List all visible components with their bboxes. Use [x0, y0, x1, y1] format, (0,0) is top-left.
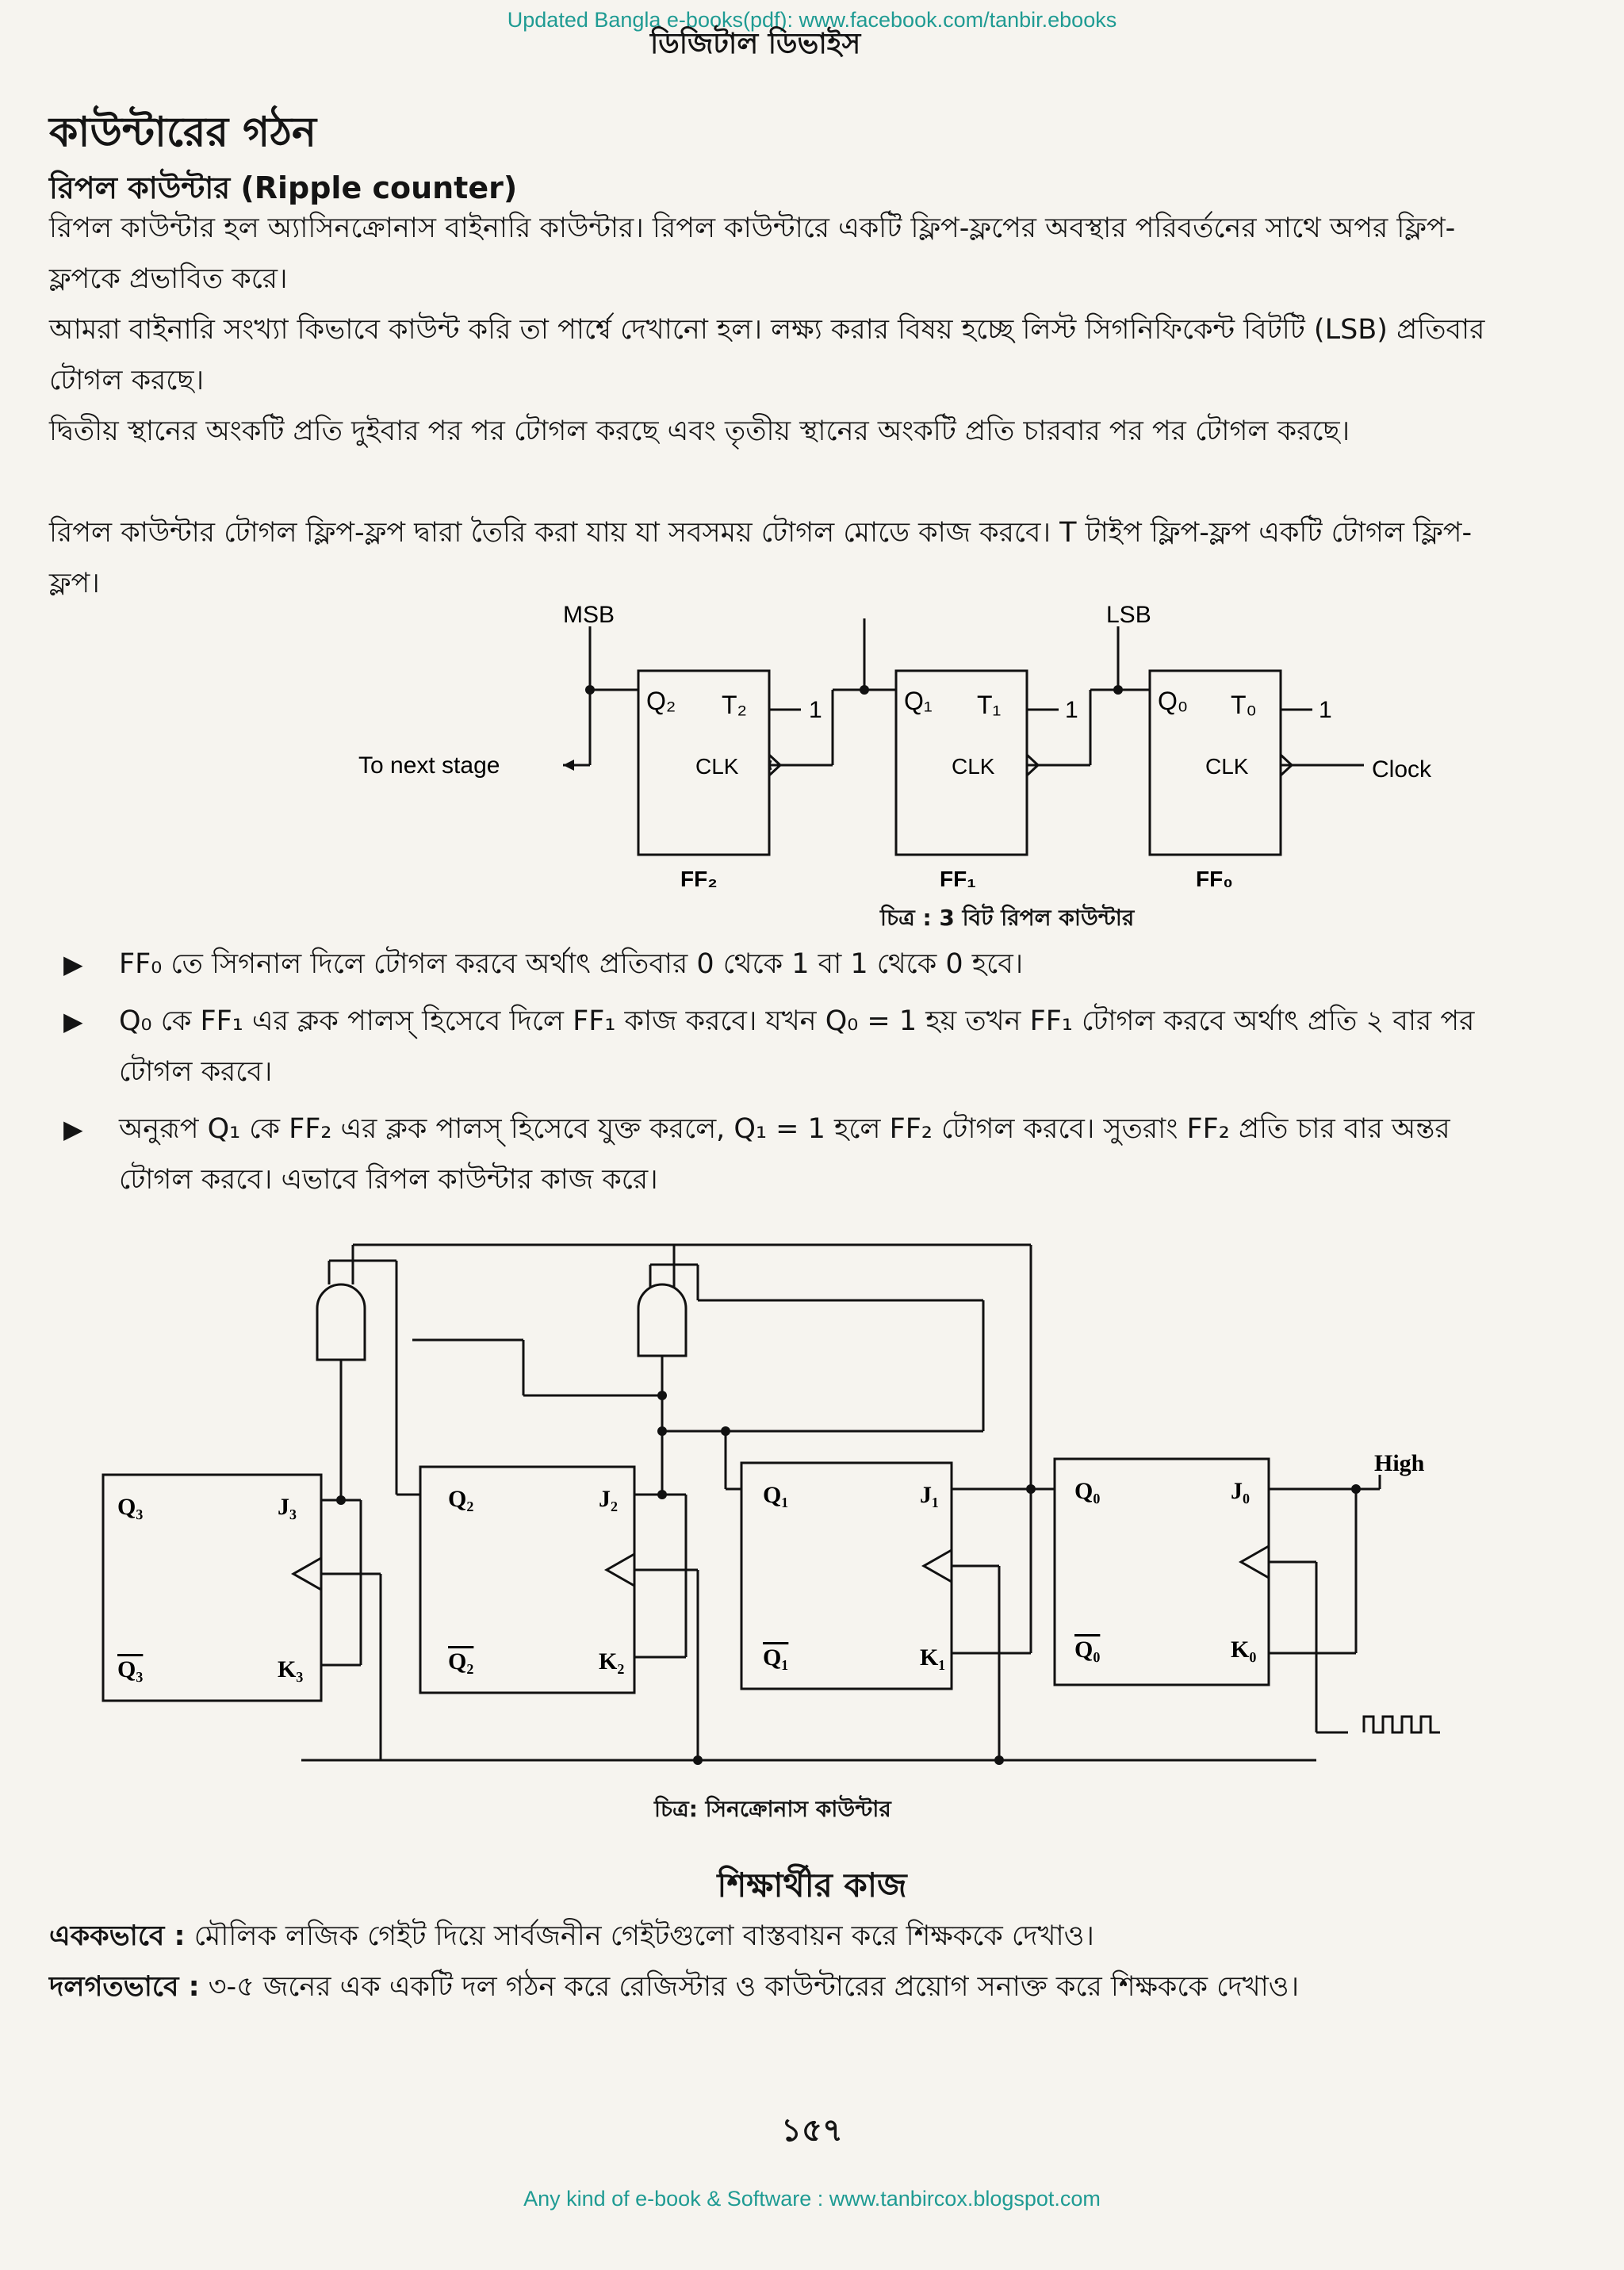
- bullet-1-text: FF₀ তে সিগনাল দিলে টোগল করবে অর্থাৎ প্রতিবার 0 থেকে 1 বা 1 থেকে 0 হবে।: [119, 948, 1024, 980]
- ff0-t-label: T₀: [1231, 691, 1257, 719]
- ff0-name: FF₀: [1196, 867, 1233, 891]
- ff1-k-label: K₁: [920, 1644, 946, 1671]
- bullet-arrow-icon: ▶: [63, 1114, 83, 1144]
- bullet-arrow-icon: ▶: [63, 949, 83, 979]
- ff1-name: FF₁: [940, 867, 976, 891]
- synchronous-counter-diagram: [79, 1221, 1522, 1792]
- activity-individual-text: মৌলিক লজিক গেইট দিয়ে সার্বজনীন গেইটগুলো বাস্তবায়ন করে শিক্ষককে দেখাও।: [193, 1920, 1094, 1952]
- bullet-arrow-icon: ▶: [63, 1006, 83, 1036]
- ff1-t-label: T₁: [977, 691, 1002, 719]
- ff1-clk-label: CLK: [952, 754, 995, 779]
- ff2-clk-label: CLK: [695, 754, 739, 779]
- ff2-t-label: T₂: [722, 691, 747, 719]
- paragraph-4: রিপল কাউন্টার টোগল ফ্লিপ-ফ্লপ দ্বারা তৈরি করা যায় যা সবসময় টোগল মোডে কাজ করবে। T টাইপ ফ্লিপ-ফ্লপ একটি টোগল ফ্লিপ-ফ্লপ।: [49, 517, 1473, 599]
- ff2-one-label: 1: [809, 697, 822, 723]
- ff2-j-label: J₂: [599, 1486, 618, 1512]
- ripple-counter-diagram: [301, 587, 1443, 936]
- ff2-name: FF₂: [680, 867, 718, 891]
- activity-group-label: দলগতভাবে :: [49, 1971, 200, 2003]
- synchronous-caption: চিত্র: সিনক্রোনাস কাউন্টার: [654, 1796, 891, 1822]
- ff1-j-label: J₁: [920, 1482, 939, 1508]
- ff1-one-label: 1: [1065, 697, 1078, 723]
- ff3-j-label: J₃: [278, 1494, 297, 1520]
- activity-individual-label: এককভাবে :: [49, 1920, 186, 1952]
- high-label: High: [1374, 1450, 1425, 1476]
- ff0-clk-label: CLK: [1205, 754, 1249, 779]
- ff3-q-label: Q₃: [117, 1494, 144, 1520]
- ff2-qbar-label: Q₂: [448, 1648, 474, 1675]
- page-number: ১৫৭: [781, 2112, 843, 2149]
- bullet-2-text: Q₀ কে FF₁ এর ক্লক পালস্ হিসেবে দিলে FF₁ কাজ করবে। যখন Q₀ = 1 হয় তখন FF₁ টোগল করবে অর্থাৎ প্রতি ২ বার পর টোগল করবে।: [119, 1005, 1475, 1088]
- activity-individual: [49, 1911, 1504, 1962]
- activity-group-text: ৩-৫ জনের এক একটি দল গঠন করে রেজিস্টার ও কাউন্টারের প্রয়োগ সনাক্ত করে শিক্ষককে দেখাও।: [208, 1971, 1300, 2003]
- ff0-j-label: J₀: [1231, 1478, 1250, 1504]
- paragraph-3: দ্বিতীয় স্থানের অংকটি প্রতি দুইবার পর পর টোগল করছে এবং তৃতীয় স্থানের অংকটি প্রতি চারবার পর পর টোগল করছে।: [49, 415, 1350, 447]
- ff0-q-label: Q₀: [1074, 1478, 1101, 1504]
- ff1-q-label: Q₁: [763, 1482, 789, 1508]
- paragraph-2: আমরা বাইনারি সংখ্যা কিভাবে কাউন্ট করি তা পার্শ্বে দেখানো হল। লক্ষ্য করার বিষয় হচ্ছে লিস্ট সিগনিফিকেন্ট বিটটি (LSB) প্রতিবার টোগল করছে।: [49, 314, 1485, 396]
- ff1-qbar-label: Q₁: [763, 1644, 789, 1671]
- to-next-stage-label: To next stage: [358, 752, 500, 779]
- paragraph-1: রিপল কাউন্টার হল অ্যাসিনক্রোনাস বাইনারি কাউন্টার। রিপল কাউন্টারে একটি ফ্লিপ-ফ্লপের অবস্থার পরিবর্তনের সাথে অপর ফ্লিপ-ফ্লপকে প্রভাবিত করে।: [49, 212, 1456, 295]
- bullet-3-text: অনুরূপ Q₁ কে FF₂ এর ক্লক পালস্ হিসেবে যুক্ত করলে, Q₁ = 1 হলে FF₂ টোগল করবে। সুতরাং FF₂ প্রতি চার বার অন্তর টোগল করবে। এভাবে রিপল কাউন্টার কাজ করে।: [119, 1113, 1450, 1196]
- ff0-q-label: Q₀: [1158, 687, 1189, 715]
- ff2-q-label: Q₂: [646, 687, 676, 715]
- clock-label: Clock: [1372, 756, 1432, 783]
- bottom-watermark: Any kind of e-book & Software : www.tanbircox.blogspot.com: [523, 2187, 1101, 2211]
- lsb-label: LSB: [1106, 602, 1151, 628]
- top-watermark: Updated Bangla e-books(pdf): www.facebook.com/tanbir.ebooks: [507, 8, 1117, 32]
- bullet-1: [63, 939, 1507, 990]
- ff0-k-label: K₀: [1231, 1636, 1257, 1663]
- activity-group: [49, 1962, 1504, 2012]
- ff2-k-label: K₂: [599, 1648, 625, 1675]
- chapter-title: কাউন্টারের গঠন: [49, 109, 317, 156]
- ff2-q-label: Q₂: [448, 1486, 474, 1512]
- msb-label: MSB: [563, 602, 615, 628]
- bullet-2: [63, 996, 1507, 1097]
- running-head: ডিজিটাল ডিভাইস: [650, 28, 861, 60]
- ff1-q-label: Q₁: [904, 687, 933, 715]
- activity-heading: শিক্ষার্থীর কাজ: [717, 1866, 907, 1904]
- ff0-one-label: 1: [1319, 697, 1332, 723]
- ff3-qbar-label: Q₃: [117, 1656, 144, 1682]
- ff3-k-label: K₃: [278, 1656, 304, 1682]
- ripple-caption: চিত্র : 3 বিট রিপল কাউন্টার: [880, 905, 1135, 931]
- bullet-3: [63, 1104, 1507, 1205]
- ff0-qbar-label: Q₀: [1074, 1636, 1101, 1663]
- section-title: রিপল কাউন্টার (Ripple counter): [49, 170, 518, 205]
